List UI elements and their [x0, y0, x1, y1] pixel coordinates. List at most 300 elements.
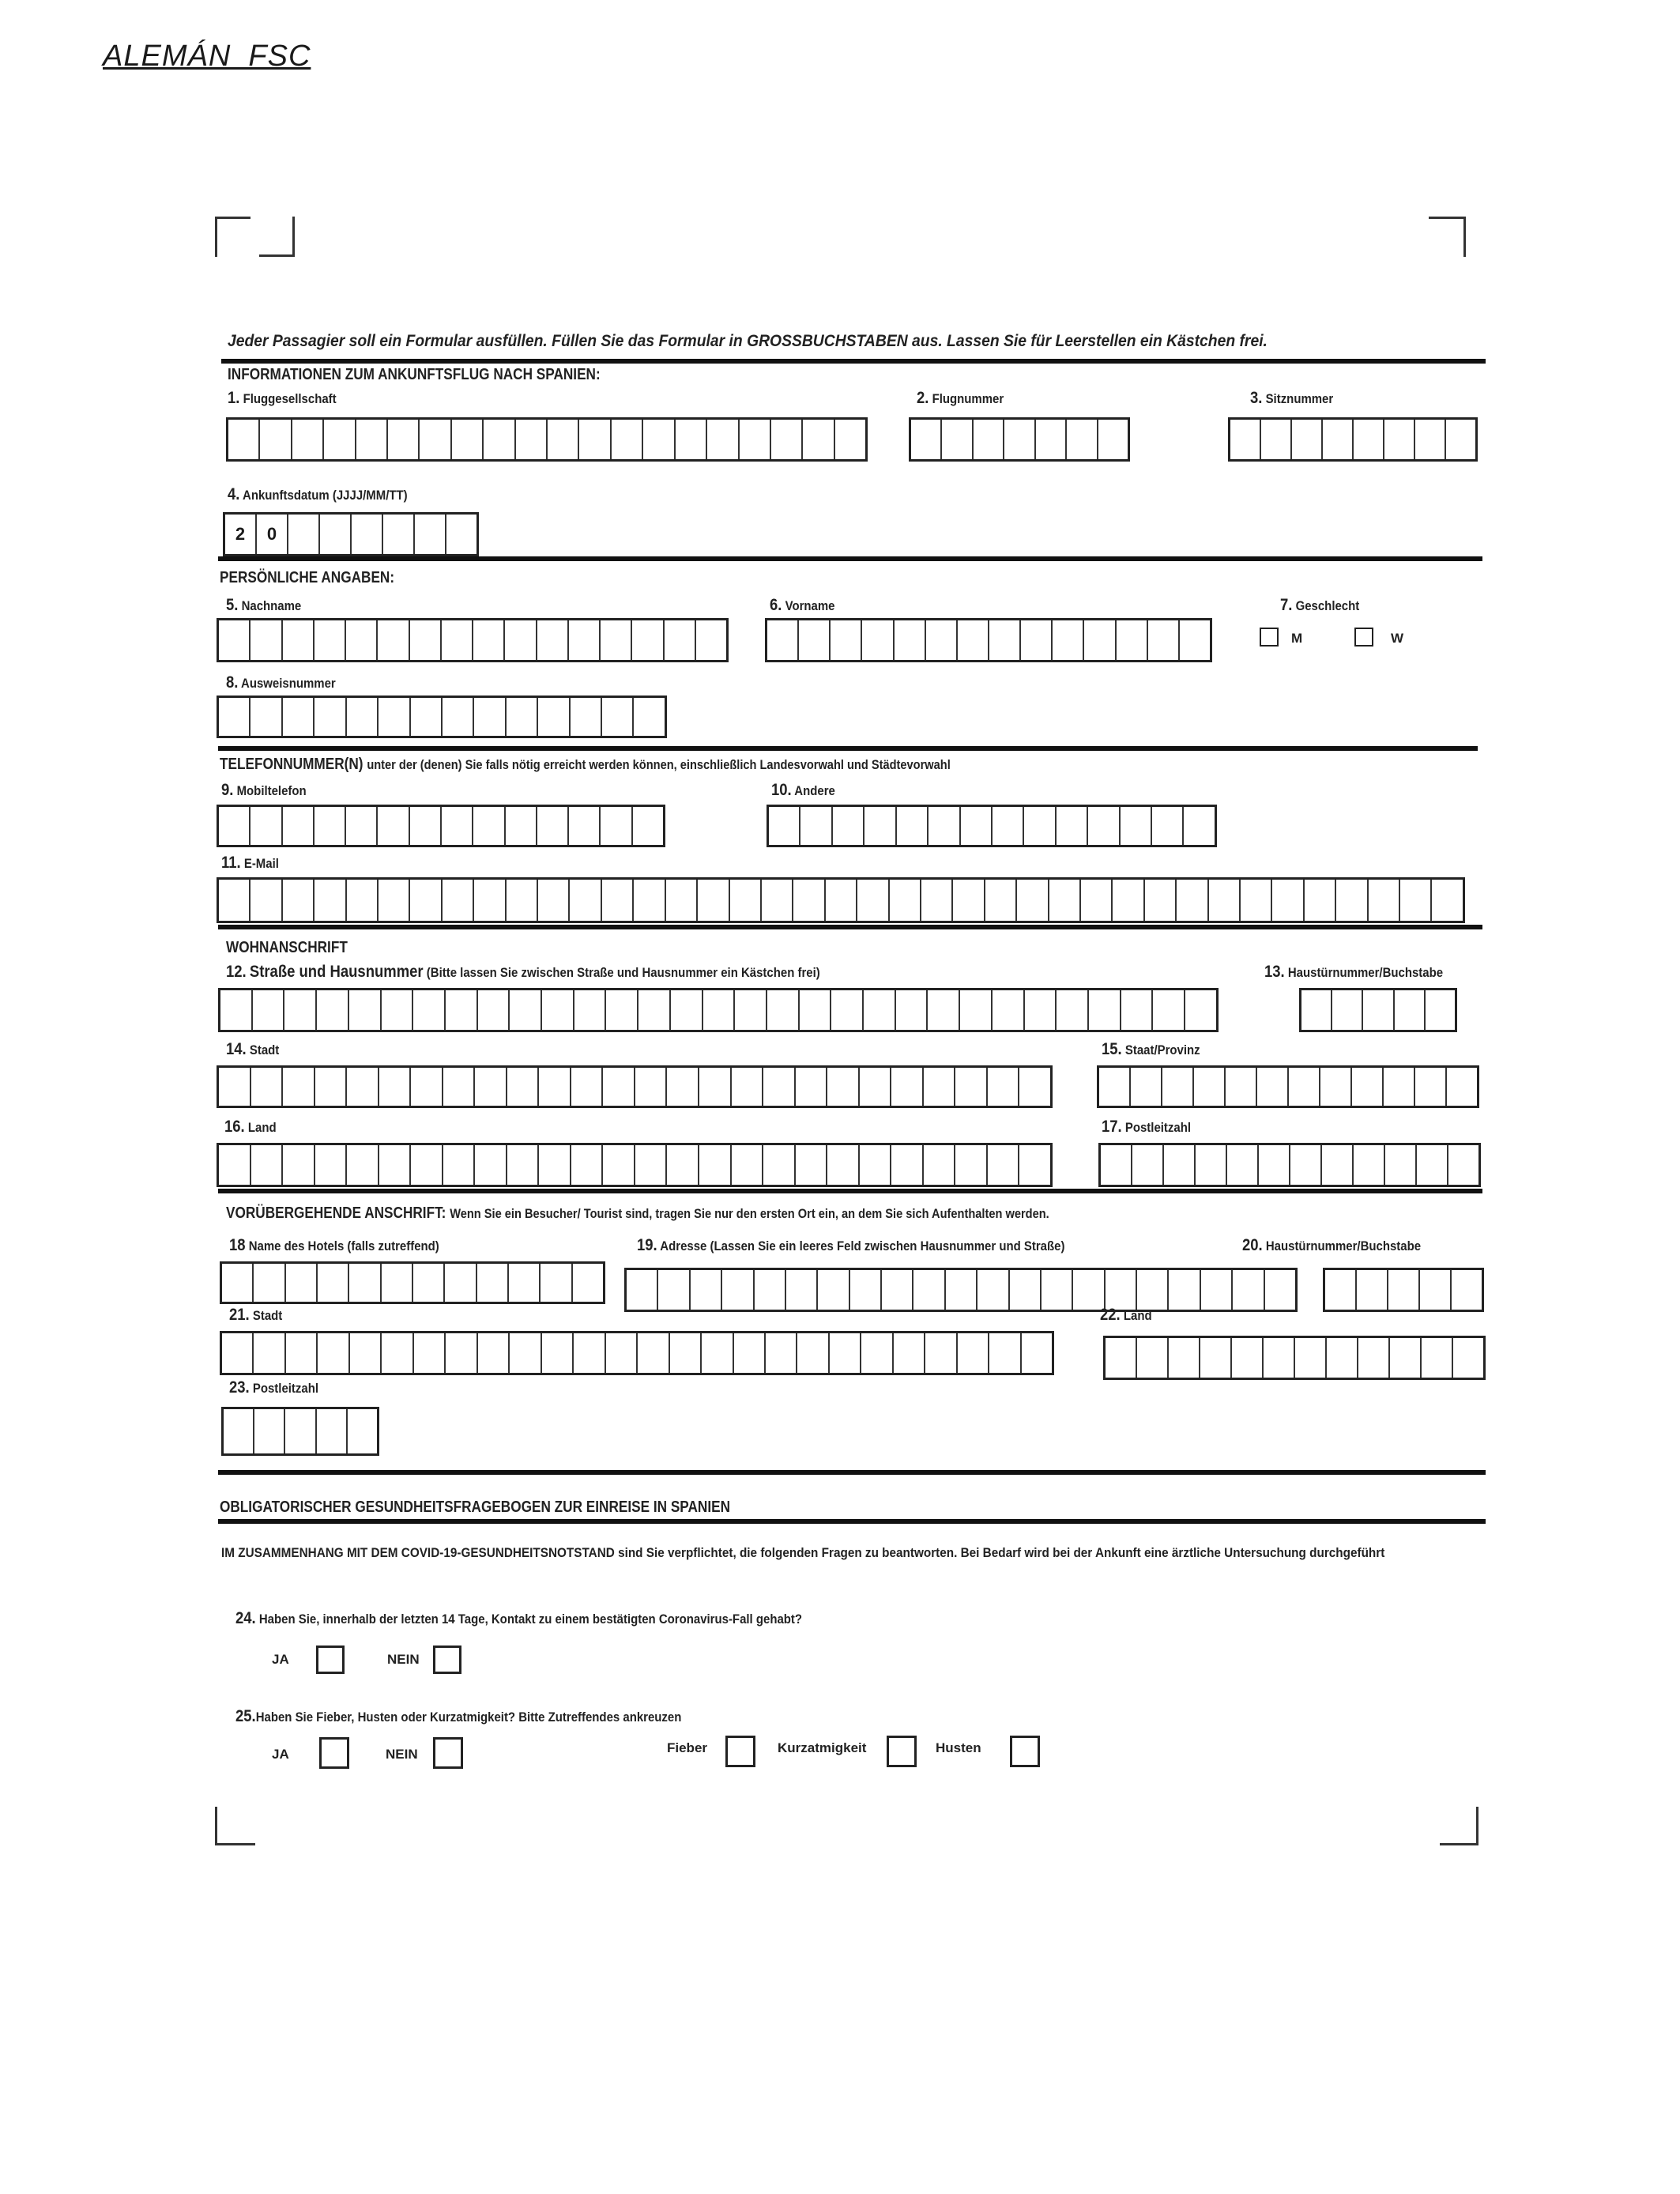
char-cell[interactable] [251, 1068, 284, 1106]
state-input[interactable] [1097, 1065, 1479, 1108]
char-cell[interactable] [734, 1333, 766, 1373]
char-cell[interactable] [602, 698, 634, 736]
char-cell[interactable] [1384, 1068, 1415, 1106]
char-cell[interactable] [1113, 880, 1144, 921]
char-cell[interactable] [699, 1145, 732, 1185]
temp-address-input[interactable] [624, 1268, 1298, 1312]
char-cell[interactable] [283, 880, 315, 921]
cough-checkbox[interactable] [1010, 1736, 1040, 1767]
char-cell[interactable] [857, 880, 889, 921]
char-cell[interactable] [446, 1333, 477, 1373]
char-cell[interactable] [766, 1333, 797, 1373]
char-cell[interactable] [222, 1264, 254, 1302]
char-cell[interactable] [317, 1409, 348, 1453]
hotel-name-input[interactable] [220, 1261, 605, 1304]
char-cell[interactable] [827, 1145, 860, 1185]
char-cell[interactable] [860, 1145, 892, 1185]
door-number-input[interactable] [1299, 988, 1457, 1032]
char-cell[interactable] [1019, 1145, 1050, 1185]
char-cell[interactable] [509, 1264, 541, 1302]
char-cell[interactable] [443, 1145, 476, 1185]
char-cell[interactable] [452, 420, 484, 459]
char-cell[interactable] [1385, 1145, 1417, 1185]
char-cell[interactable] [1354, 420, 1384, 459]
char-cell[interactable] [606, 990, 638, 1030]
char-cell[interactable] [1432, 880, 1462, 921]
char-cell[interactable] [926, 620, 958, 660]
char-cell[interactable] [507, 1068, 540, 1106]
char-cell[interactable] [942, 420, 973, 459]
char-cell[interactable] [538, 880, 570, 921]
char-cell[interactable] [1067, 420, 1098, 459]
char-cell[interactable] [1201, 1270, 1233, 1310]
char-cell[interactable] [1185, 990, 1216, 1030]
char-cell[interactable] [638, 1333, 669, 1373]
char-cell[interactable] [603, 1068, 635, 1106]
flight-number-input[interactable] [909, 417, 1130, 462]
char-cell[interactable] [1177, 880, 1208, 921]
char-cell[interactable] [827, 1068, 860, 1106]
char-cell[interactable] [250, 807, 282, 845]
surname-input[interactable] [217, 618, 729, 662]
char-cell[interactable] [830, 1333, 861, 1373]
char-cell[interactable] [510, 1333, 541, 1373]
city-input[interactable] [217, 1065, 1053, 1108]
char-cell[interactable] [411, 698, 443, 736]
seat-number-input[interactable] [1228, 417, 1478, 462]
char-cell[interactable] [347, 1145, 379, 1185]
char-cell[interactable] [410, 880, 442, 921]
char-cell[interactable] [537, 807, 569, 845]
char-cell[interactable] [420, 420, 451, 459]
char-cell[interactable] [643, 420, 675, 459]
char-cell[interactable] [1320, 1068, 1352, 1106]
char-cell[interactable] [1388, 1270, 1420, 1310]
char-cell[interactable] [670, 1333, 702, 1373]
char-cell[interactable] [1257, 1068, 1289, 1106]
char-cell[interactable] [473, 620, 505, 660]
char-cell[interactable] [1415, 1068, 1447, 1106]
char-cell[interactable] [894, 1333, 925, 1373]
char-cell[interactable] [924, 1145, 956, 1185]
char-cell[interactable] [283, 1145, 315, 1185]
char-cell[interactable] [1352, 1068, 1384, 1106]
char-cell[interactable] [537, 620, 569, 660]
char-cell[interactable] [571, 698, 602, 736]
char-cell[interactable] [667, 1068, 699, 1106]
char-cell[interactable] [410, 807, 442, 845]
char-cell[interactable] [510, 990, 542, 1030]
char-cell[interactable] [606, 1333, 638, 1373]
char-cell[interactable] [860, 1068, 892, 1106]
char-cell[interactable] [698, 880, 729, 921]
char-cell[interactable] [1226, 1068, 1257, 1106]
char-cell[interactable] [348, 1409, 377, 1453]
char-cell[interactable] [219, 1068, 251, 1106]
char-cell[interactable] [1415, 420, 1446, 459]
char-cell[interactable] [1358, 1338, 1390, 1378]
char-cell[interactable] [475, 1068, 507, 1106]
char-cell[interactable] [924, 1068, 956, 1106]
char-cell[interactable] [1325, 1270, 1357, 1310]
char-cell[interactable] [1272, 880, 1304, 921]
char-cell[interactable] [1336, 880, 1368, 921]
char-cell[interactable] [1053, 620, 1084, 660]
char-cell[interactable] [443, 1068, 476, 1106]
char-cell[interactable] [1289, 1068, 1320, 1106]
char-cell[interactable] [445, 1264, 477, 1302]
char-cell[interactable] [862, 620, 894, 660]
char-cell[interactable] [379, 880, 410, 921]
char-cell[interactable] [897, 807, 929, 845]
q24-no-checkbox[interactable] [433, 1646, 461, 1674]
char-cell[interactable] [946, 1270, 977, 1310]
char-cell[interactable] [769, 807, 800, 845]
char-cell[interactable] [1395, 990, 1426, 1030]
char-cell[interactable] [703, 990, 736, 1030]
char-cell[interactable] [443, 698, 474, 736]
char-cell[interactable] [1137, 1338, 1169, 1378]
char-cell[interactable] [762, 880, 793, 921]
char-cell[interactable] [1227, 1145, 1259, 1185]
char-cell[interactable] [346, 620, 378, 660]
char-cell[interactable] [667, 1145, 699, 1185]
char-cell[interactable] [379, 1145, 412, 1185]
char-cell[interactable] [1448, 1145, 1478, 1185]
char-cell[interactable] [1169, 1270, 1200, 1310]
char-cell[interactable] [634, 698, 664, 736]
char-cell[interactable] [1417, 1145, 1448, 1185]
char-cell[interactable] [1132, 1145, 1164, 1185]
char-cell[interactable] [253, 990, 285, 1030]
char-cell[interactable] [318, 1264, 349, 1302]
char-cell[interactable] [633, 807, 663, 845]
char-cell[interactable] [1452, 1270, 1482, 1310]
char-cell[interactable] [961, 807, 993, 845]
char-cell[interactable] [542, 1333, 574, 1373]
char-cell[interactable] [891, 1068, 924, 1106]
char-cell[interactable] [413, 990, 446, 1030]
char-cell[interactable] [1290, 1145, 1322, 1185]
char-cell[interactable] [627, 1270, 658, 1310]
char-cell[interactable] [283, 620, 315, 660]
char-cell[interactable] [800, 807, 832, 845]
char-cell[interactable] [574, 990, 607, 1030]
char-cell[interactable] [1447, 1068, 1477, 1106]
temp-city-input[interactable] [220, 1331, 1054, 1375]
char-cell[interactable] [1088, 807, 1120, 845]
char-cell[interactable] [1022, 1333, 1052, 1373]
char-cell[interactable] [993, 807, 1024, 845]
char-cell[interactable] [603, 1145, 635, 1185]
char-cell[interactable] [1426, 990, 1455, 1030]
char-cell[interactable] [286, 1264, 318, 1302]
char-cell[interactable] [475, 1145, 507, 1185]
char-cell[interactable] [1004, 420, 1035, 459]
char-cell[interactable] [569, 807, 601, 845]
char-cell[interactable] [1137, 1270, 1169, 1310]
char-cell[interactable] [891, 1145, 924, 1185]
char-cell[interactable] [1180, 620, 1210, 660]
char-cell[interactable] [771, 420, 803, 459]
char-cell[interactable] [732, 1068, 764, 1106]
char-cell[interactable] [988, 1068, 1020, 1106]
char-cell[interactable] [850, 1270, 882, 1310]
char-cell[interactable] [573, 1264, 603, 1302]
char-cell[interactable] [548, 420, 579, 459]
sex-m-checkbox[interactable] [1260, 628, 1279, 647]
char-cell[interactable] [958, 620, 989, 660]
char-cell[interactable] [1209, 880, 1241, 921]
temp-postcode-input[interactable] [221, 1407, 379, 1456]
char-cell[interactable] [538, 698, 570, 736]
char-cell[interactable] [539, 1145, 571, 1185]
char-cell[interactable] [382, 1333, 413, 1373]
char-cell[interactable] [634, 880, 665, 921]
char-cell[interactable] [732, 1145, 764, 1185]
char-cell[interactable] [219, 698, 250, 736]
char-cell[interactable] [864, 807, 896, 845]
first-name-input[interactable] [765, 618, 1212, 662]
char-cell[interactable] [895, 620, 926, 660]
char-cell[interactable] [478, 990, 510, 1030]
char-cell[interactable] [602, 880, 634, 921]
char-cell[interactable] [953, 880, 985, 921]
char-cell[interactable] [1148, 620, 1180, 660]
id-number-input[interactable] [217, 696, 667, 738]
char-cell[interactable] [1241, 880, 1272, 921]
char-cell[interactable] [1390, 1338, 1422, 1378]
char-cell[interactable] [219, 807, 250, 845]
char-cell[interactable] [474, 698, 506, 736]
char-cell[interactable] [542, 990, 574, 1030]
char-cell[interactable] [955, 1068, 988, 1106]
char-cell[interactable] [410, 620, 442, 660]
char-cell[interactable] [800, 990, 832, 1030]
char-cell[interactable] [767, 990, 800, 1030]
char-cell[interactable] [228, 420, 260, 459]
char-cell[interactable] [702, 1333, 733, 1373]
char-cell[interactable] [1327, 1338, 1358, 1378]
char-cell[interactable] [691, 1270, 722, 1310]
char-cell[interactable] [1117, 620, 1148, 660]
char-cell[interactable] [318, 1333, 349, 1373]
char-cell[interactable] [977, 1270, 1009, 1310]
char-cell[interactable] [1121, 990, 1154, 1030]
char-cell[interactable] [315, 807, 346, 845]
char-cell[interactable] [1453, 1338, 1483, 1378]
char-cell[interactable] [250, 620, 282, 660]
char-cell[interactable] [1295, 1338, 1327, 1378]
char-cell[interactable] [292, 420, 324, 459]
char-cell[interactable] [763, 1145, 796, 1185]
char-cell[interactable] [601, 807, 632, 845]
mobile-phone-input[interactable] [217, 805, 665, 847]
char-cell[interactable] [1369, 880, 1400, 921]
char-cell[interactable] [219, 880, 250, 921]
char-cell[interactable] [324, 420, 356, 459]
char-cell[interactable] [474, 880, 506, 921]
char-cell[interactable] [1184, 807, 1214, 845]
char-cell[interactable] [484, 420, 515, 459]
char-cell[interactable] [1099, 1068, 1131, 1106]
char-cell[interactable] [960, 990, 993, 1030]
shortness-checkbox[interactable] [887, 1736, 917, 1767]
char-cell[interactable] [638, 990, 671, 1030]
char-cell[interactable] [1232, 1338, 1264, 1378]
char-cell[interactable] [539, 1068, 571, 1106]
char-cell[interactable] [285, 1409, 316, 1453]
char-cell[interactable] [254, 1264, 285, 1302]
char-cell[interactable] [569, 620, 601, 660]
char-cell[interactable] [379, 698, 410, 736]
char-cell[interactable] [350, 1333, 382, 1373]
char-cell[interactable] [1081, 880, 1113, 921]
char-cell[interactable] [632, 620, 664, 660]
char-cell[interactable] [219, 620, 250, 660]
char-cell[interactable] [993, 990, 1025, 1030]
char-cell[interactable] [929, 807, 960, 845]
char-cell[interactable] [896, 990, 929, 1030]
q25-no-checkbox[interactable] [433, 1737, 463, 1769]
char-cell[interactable] [1145, 880, 1177, 921]
char-cell[interactable] [283, 1068, 315, 1106]
char-cell[interactable] [1057, 990, 1089, 1030]
airline-input[interactable] [226, 417, 868, 462]
char-cell[interactable] [1259, 1145, 1290, 1185]
char-cell[interactable] [658, 1270, 690, 1310]
char-cell[interactable] [1265, 1270, 1295, 1310]
char-cell[interactable] [315, 1145, 348, 1185]
char-cell[interactable] [446, 990, 478, 1030]
temp-country-input[interactable] [1103, 1336, 1486, 1380]
char-cell[interactable] [722, 1270, 754, 1310]
char-cell[interactable] [1305, 880, 1336, 921]
char-cell[interactable] [882, 1270, 913, 1310]
char-cell[interactable] [1363, 990, 1394, 1030]
char-cell[interactable] [473, 807, 505, 845]
char-cell[interactable] [740, 420, 771, 459]
char-cell[interactable] [635, 1145, 668, 1185]
other-phone-input[interactable] [767, 805, 1217, 847]
char-cell[interactable] [796, 1068, 828, 1106]
char-cell[interactable] [251, 1145, 284, 1185]
char-cell[interactable] [349, 1264, 381, 1302]
char-cell[interactable] [1089, 990, 1121, 1030]
char-cell[interactable] [507, 1145, 540, 1185]
char-cell[interactable] [1169, 1338, 1200, 1378]
char-cell[interactable] [1024, 807, 1056, 845]
char-cell[interactable] [612, 420, 643, 459]
char-cell[interactable] [1131, 1068, 1162, 1106]
char-cell[interactable] [833, 807, 864, 845]
email-input[interactable] [217, 877, 1465, 923]
char-cell[interactable] [1057, 807, 1088, 845]
arrival-date-input[interactable] [223, 512, 479, 556]
char-cell[interactable] [1420, 1270, 1452, 1310]
char-cell[interactable] [1121, 807, 1152, 845]
char-cell[interactable] [506, 807, 537, 845]
char-cell[interactable] [516, 420, 548, 459]
char-cell[interactable] [1261, 420, 1292, 459]
char-cell[interactable] [793, 880, 825, 921]
char-cell[interactable] [831, 990, 864, 1030]
char-cell[interactable] [835, 420, 865, 459]
char-cell[interactable] [315, 698, 346, 736]
char-cell[interactable] [665, 620, 696, 660]
char-cell[interactable] [1292, 420, 1323, 459]
char-cell[interactable] [1357, 1270, 1388, 1310]
char-cell[interactable] [286, 1333, 318, 1373]
char-cell[interactable] [382, 990, 414, 1030]
char-cell[interactable] [1323, 420, 1354, 459]
char-cell[interactable] [1106, 1270, 1137, 1310]
char-cell[interactable] [1164, 1145, 1196, 1185]
char-cell[interactable] [1017, 880, 1049, 921]
char-cell[interactable] [346, 807, 378, 845]
char-cell[interactable] [349, 990, 382, 1030]
char-cell[interactable] [379, 1068, 412, 1106]
char-cell[interactable] [707, 420, 739, 459]
char-cell[interactable] [864, 990, 896, 1030]
char-cell[interactable] [1152, 807, 1184, 845]
char-cell[interactable] [579, 420, 611, 459]
char-cell[interactable] [478, 1333, 510, 1373]
char-cell[interactable] [1162, 1068, 1194, 1106]
char-cell[interactable] [1446, 420, 1475, 459]
char-cell[interactable] [1322, 1145, 1354, 1185]
char-cell[interactable] [730, 880, 762, 921]
char-cell[interactable] [1301, 990, 1332, 1030]
char-cell[interactable] [443, 880, 474, 921]
char-cell[interactable] [1233, 1270, 1264, 1310]
country-input[interactable] [217, 1143, 1053, 1187]
char-cell[interactable] [507, 880, 538, 921]
char-cell[interactable] [1019, 1068, 1050, 1106]
postcode-input[interactable] [1098, 1143, 1481, 1187]
char-cell[interactable] [1101, 1145, 1132, 1185]
char-cell[interactable] [696, 620, 726, 660]
char-cell[interactable] [797, 1333, 829, 1373]
char-cell[interactable] [411, 1068, 443, 1106]
char-cell[interactable] [1025, 990, 1057, 1030]
char-cell[interactable] [477, 1264, 509, 1302]
char-cell[interactable] [571, 1068, 604, 1106]
q25-yes-checkbox[interactable] [319, 1737, 349, 1769]
char-cell[interactable] [1021, 620, 1053, 660]
char-cell[interactable] [955, 1145, 988, 1185]
sex-w-checkbox[interactable] [1354, 628, 1373, 647]
char-cell[interactable] [570, 880, 601, 921]
char-cell[interactable] [378, 620, 409, 660]
char-cell[interactable] [989, 620, 1021, 660]
char-cell[interactable] [676, 420, 707, 459]
char-cell[interactable] [1010, 1270, 1042, 1310]
char-cell[interactable] [826, 880, 857, 921]
char-cell[interactable] [388, 420, 420, 459]
char-cell[interactable] [988, 1145, 1020, 1185]
char-cell[interactable] [735, 990, 767, 1030]
char-cell[interactable] [928, 990, 960, 1030]
char-cell[interactable] [442, 807, 473, 845]
char-cell[interactable] [974, 420, 1004, 459]
char-cell[interactable] [1200, 1338, 1232, 1378]
char-cell[interactable] [635, 1068, 668, 1106]
char-cell[interactable] [1230, 420, 1261, 459]
char-cell[interactable] [1194, 1068, 1226, 1106]
char-cell[interactable] [755, 1270, 786, 1310]
char-cell[interactable] [315, 1068, 348, 1106]
